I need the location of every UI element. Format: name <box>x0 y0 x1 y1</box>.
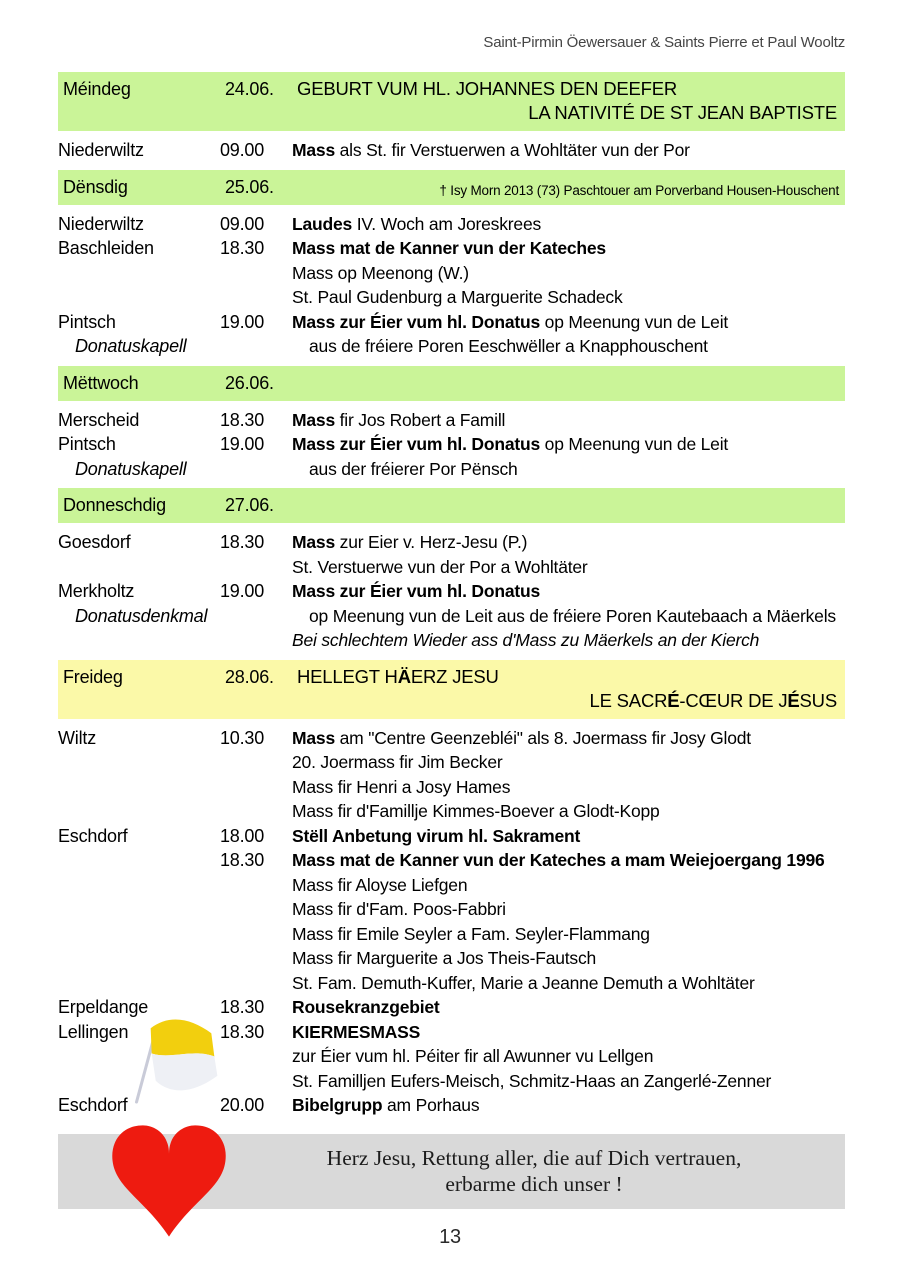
schedule-row <box>58 726 845 751</box>
description-cell <box>292 824 845 849</box>
day-title <box>297 77 839 101</box>
day-band <box>58 660 845 719</box>
time-cell: 20.00 <box>220 1095 265 1115</box>
description-cell <box>292 432 845 457</box>
description-cell <box>292 726 845 751</box>
schedule-row <box>58 848 845 873</box>
day-band <box>58 488 845 523</box>
time-cell: 18.30 <box>220 532 265 552</box>
text-segment: Mass fir Marguerite a Jos Theis-Fautsch <box>292 948 597 968</box>
schedule-row <box>58 138 845 163</box>
time-cell: 18.30 <box>220 409 265 430</box>
description-cell <box>292 946 845 971</box>
place-cell <box>58 946 220 971</box>
parish-header: Saint-Pirmin Öewersauer & Saints Pierre et Paul Wooltz <box>483 34 845 51</box>
flag-pole <box>137 1038 154 1102</box>
schedule-row <box>58 432 845 457</box>
mass-schedule <box>58 72 845 1118</box>
time-cell: 19.00 <box>220 311 265 332</box>
day-date: 28.06. <box>225 666 274 687</box>
day-date: 24.06. <box>225 79 274 99</box>
schedule-row <box>58 236 845 261</box>
time-cell <box>220 628 292 653</box>
description-cell <box>292 799 845 824</box>
place-cell: Niederwiltz <box>58 213 144 234</box>
schedule-row <box>58 457 845 482</box>
place-cell: Lellingen <box>58 1021 129 1042</box>
time-cell: 18.30 <box>220 850 265 870</box>
place-cell: Donatusdenkmal <box>75 605 208 626</box>
text-segment: Rousekranzgebiet <box>292 997 440 1017</box>
description-cell <box>292 897 845 922</box>
schedule-row <box>58 604 845 629</box>
text-segment: GEBURT VUM HL. JOHANNES DEN DEEFER <box>297 78 678 99</box>
description-cell <box>292 1093 845 1118</box>
flag-yellow-half <box>151 1019 215 1056</box>
day-name: Méindeg <box>63 79 131 99</box>
day-name: Donneschdig <box>63 495 166 515</box>
text-segment: am "Centre Geenzebléi" als 8. Joermass fir Josy Glodt <box>334 727 751 748</box>
time-cell <box>220 555 292 580</box>
quote-line-2: erbarme dich unser ! <box>445 1171 623 1196</box>
schedule-rows <box>58 530 845 653</box>
place-cell <box>58 775 220 800</box>
schedule-row <box>58 799 845 824</box>
text-segment: Mass zur Éier vum hl. Donatus <box>292 581 541 601</box>
text-segment: Mass fir d'Famillje Kimmes-Boever a Glodt-Kopp <box>292 801 660 821</box>
place-cell: Erpeldange <box>58 997 149 1017</box>
place-cell: Goesdorf <box>58 532 131 552</box>
description-cell <box>292 995 845 1020</box>
description-cell <box>292 310 845 335</box>
text-segment: KIERMESMASS <box>292 1021 421 1042</box>
quote-line-1: Herz Jesu, Rettung aller, die auf Dich vertrauen, <box>326 1145 742 1170</box>
schedule-row <box>58 579 845 604</box>
day-band-row <box>63 665 839 689</box>
text-segment: LE SACR <box>589 689 668 711</box>
text-segment: St. Familljen Eufers-Meisch, Schmitz-Haas an Zangerlé-Zenner <box>292 1070 772 1091</box>
time-cell <box>220 873 292 898</box>
time-cell <box>220 946 292 971</box>
schedule-row <box>58 212 845 237</box>
schedule-row <box>58 922 845 947</box>
place-cell <box>58 897 220 922</box>
day-band-row <box>63 371 839 395</box>
place-cell: Pintsch <box>58 311 116 332</box>
description-cell <box>292 212 845 237</box>
time-cell: 09.00 <box>220 213 265 234</box>
schedule-row <box>58 530 845 555</box>
day-band-row <box>63 493 839 517</box>
description-cell <box>292 1069 845 1094</box>
place-cell: Eschdorf <box>58 1095 128 1115</box>
time-cell <box>237 457 309 482</box>
place-cell: Merscheid <box>58 409 140 430</box>
time-cell <box>220 799 292 824</box>
place-cell <box>58 848 220 873</box>
place-cell <box>58 873 220 898</box>
text-segment: Mass <box>292 140 335 160</box>
time-cell <box>220 285 292 310</box>
description-cell <box>292 848 845 873</box>
time-cell: 18.30 <box>220 238 265 258</box>
description-cell <box>309 334 845 359</box>
schedule-row <box>58 971 845 996</box>
place-cell <box>58 555 220 580</box>
time-cell <box>237 604 309 629</box>
day-band-row <box>63 175 839 199</box>
description-cell <box>292 922 845 947</box>
description-cell <box>292 530 845 555</box>
text-segment: SUS <box>799 689 837 711</box>
time-cell <box>237 334 309 359</box>
place-cell: Niederwiltz <box>58 140 144 160</box>
schedule-rows <box>58 138 845 163</box>
text-segment: Bibelgrupp <box>292 1095 383 1115</box>
day-date: 27.06. <box>225 495 274 515</box>
place-cell: Donatuskapell <box>75 336 187 356</box>
text-segment: Mass op Meenong (W.) <box>292 262 469 283</box>
description-cell <box>292 873 845 898</box>
place-cell <box>58 971 220 996</box>
day-band <box>58 366 845 401</box>
place-cell: Eschdorf <box>58 825 128 846</box>
text-segment: Mass fir d'Fam. Poos-Fabbri <box>292 899 506 919</box>
text-segment: aus der fréierer Por Pënsch <box>309 458 518 479</box>
time-cell <box>220 775 292 800</box>
place-cell <box>58 750 220 775</box>
text-segment: É <box>667 689 680 711</box>
text-segment: Mass fir Emile Seyler a Fam. Seyler-Flammang <box>292 923 650 944</box>
text-segment: als St. fir Verstuerwen a Wohltäter vun der Por <box>334 140 690 160</box>
time-cell: 18.30 <box>220 997 265 1017</box>
text-segment: É <box>787 689 800 711</box>
place-cell: Merkholtz <box>58 581 135 601</box>
description-cell <box>292 971 845 996</box>
schedule-rows <box>58 408 845 482</box>
time-cell: 10.30 <box>220 727 265 748</box>
time-cell <box>220 750 292 775</box>
place-cell <box>58 285 220 310</box>
schedule-row <box>58 408 845 433</box>
day-title <box>63 689 839 713</box>
schedule-row <box>58 628 845 653</box>
text-segment: -CŒUR DE J <box>679 689 788 711</box>
description-cell <box>292 628 845 653</box>
place-cell <box>58 799 220 824</box>
text-segment: zur Eier v. Herz-Jesu (P.) <box>334 532 528 552</box>
time-cell <box>220 261 292 286</box>
quote-band <box>58 1134 845 1209</box>
text-segment: Mass fir Aloyse Liefgen <box>292 874 468 895</box>
place-cell: Donatuskapell <box>75 458 187 479</box>
schedule-row <box>58 285 845 310</box>
description-cell <box>292 408 845 433</box>
time-cell: 18.30 <box>220 1021 265 1042</box>
description-cell <box>292 138 845 163</box>
schedule-row <box>58 555 845 580</box>
text-segment: aus de fréiere Poren Eeschwëller a Knapphouschent <box>309 336 708 356</box>
day-name: Freideg <box>63 666 123 687</box>
text-segment: Mass <box>292 727 335 748</box>
schedule-row <box>58 775 845 800</box>
place-cell <box>58 261 220 286</box>
text-segment: HELLEGT H <box>297 665 398 687</box>
time-cell: 19.00 <box>220 581 265 601</box>
text-segment: fir Jos Robert a Famill <box>334 409 506 430</box>
text-segment: Mass zur Éier vum hl. Donatus <box>292 434 541 454</box>
text-segment: St. Fam. Demuth-Kuffer, Marie a Jeanne Demuth a Wohltäter <box>292 972 755 993</box>
day-name: Mëttwoch <box>63 372 139 393</box>
description-cell <box>292 285 845 310</box>
time-cell <box>220 922 292 947</box>
text-segment: Bei schlechtem Wieder ass d'Mass zu Mäerkels an der Kierch <box>292 630 760 650</box>
text-segment: IV. Woch am Joreskrees <box>352 213 542 234</box>
description-cell <box>292 261 845 286</box>
description-cell <box>292 750 845 775</box>
text-segment: Mass mat de Kanner vun der Kateches a mam Weiejoergang 1996 <box>292 850 825 870</box>
day-band <box>58 72 845 131</box>
text-segment: Ä <box>397 665 411 687</box>
day-band <box>58 170 845 205</box>
day-name: Dënsdig <box>63 176 128 197</box>
place-cell: Wiltz <box>58 727 96 748</box>
text-segment: Laudes <box>292 213 353 234</box>
place-cell: Pintsch <box>58 434 116 454</box>
schedule-row <box>58 334 845 359</box>
text-segment: Mass mat de Kanner vun der Kateches <box>292 238 606 258</box>
text-segment: St. Paul Gudenburg a Marguerite Schadeck <box>292 287 623 307</box>
text-segment: op Meenung vun de Leit <box>540 311 729 332</box>
description-cell <box>292 236 845 261</box>
text-segment: Mass zur Éier vum hl. Donatus <box>292 311 541 332</box>
time-cell <box>220 897 292 922</box>
place-cell <box>58 628 220 653</box>
schedule-row <box>58 824 845 849</box>
text-segment: am Porhaus <box>382 1095 480 1115</box>
day-title <box>297 665 839 689</box>
time-cell: 09.00 <box>220 140 265 160</box>
place-cell <box>58 922 220 947</box>
schedule-row <box>58 750 845 775</box>
text-segment: ERZ JESU <box>410 665 499 687</box>
yellow-white-church-flag-icon <box>126 1008 238 1104</box>
day-note: † Isy Morn 2013 (73) Paschtouer am Porverband Housen-Houschent <box>439 182 839 198</box>
description-cell <box>309 457 845 482</box>
description-cell <box>309 604 845 629</box>
description-cell <box>292 1044 845 1069</box>
schedule-row <box>58 873 845 898</box>
day-title <box>63 101 839 125</box>
schedule-row <box>58 310 845 335</box>
text-segment: op Meenung vun de Leit <box>540 434 729 454</box>
text-segment: Mass <box>292 532 335 552</box>
description-cell <box>292 775 845 800</box>
red-heart-icon <box>103 1121 235 1241</box>
place-cell: Baschleiden <box>58 238 154 258</box>
text-segment: zur Éier vum hl. Péiter fir all Awunner vu Lellgen <box>292 1046 654 1066</box>
text-segment: 20. Joermass fir Jim Becker <box>292 752 503 772</box>
text-segment: St. Verstuerwe vun der Por a Wohltäter <box>292 556 588 577</box>
text-segment: op Meenung vun de Leit aus de fréiere Poren Kautebaach a Mäerkels <box>309 605 836 626</box>
text-segment: Mass fir Henri a Josy Hames <box>292 776 511 797</box>
page-number: 13 <box>439 1225 461 1248</box>
schedule-rows <box>58 212 845 359</box>
day-band-row <box>63 77 839 101</box>
text-segment: Stëll Anbetung virum hl. Sakrament <box>292 825 581 846</box>
schedule-row <box>58 897 845 922</box>
description-cell <box>292 555 845 580</box>
text-segment: LA NATIVITÉ DE ST JEAN BAPTISTE <box>528 102 837 123</box>
time-cell: 19.00 <box>220 434 265 454</box>
schedule-row <box>58 261 845 286</box>
flag-white-half <box>152 1053 218 1090</box>
description-cell <box>292 1020 845 1045</box>
time-cell: 18.00 <box>220 825 265 846</box>
time-cell <box>220 971 292 996</box>
schedule-row <box>58 946 845 971</box>
day-date: 26.06. <box>225 372 274 393</box>
day-date: 25.06. <box>225 176 274 197</box>
text-segment: Mass <box>292 409 335 430</box>
description-cell <box>292 579 845 604</box>
